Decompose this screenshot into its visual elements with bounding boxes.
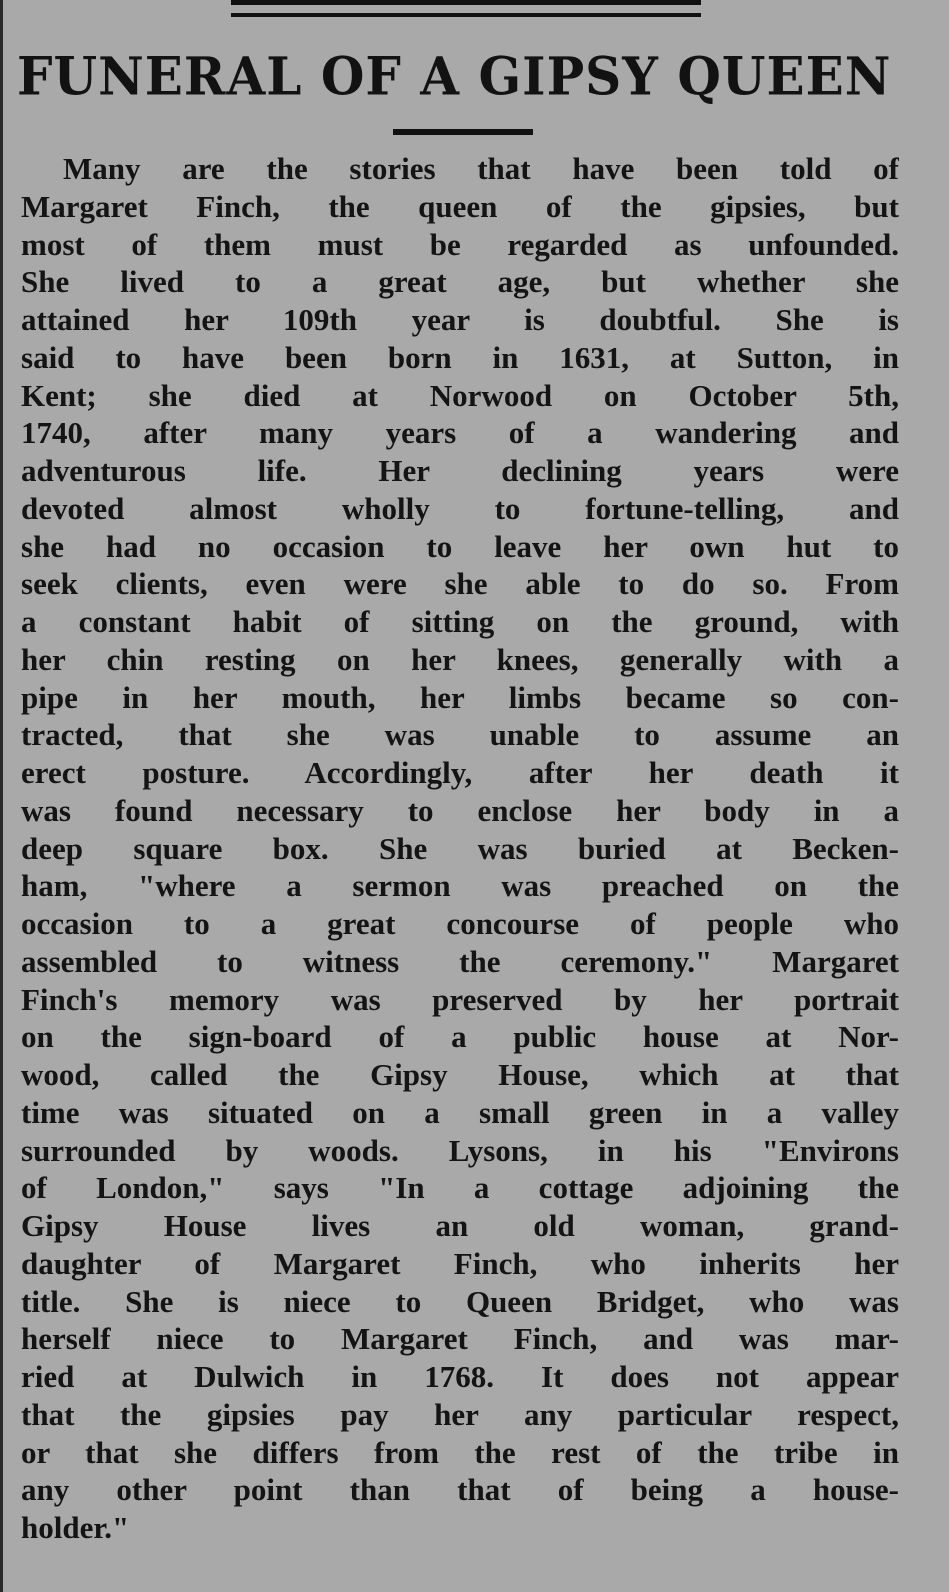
article-line: daughter of Margaret Finch, who inherits her — [21, 1245, 899, 1281]
article-line: ham, "where a sermon was preached on the — [21, 868, 899, 904]
article-line: or that she differs from the rest of the tribe in — [21, 1434, 899, 1470]
article-line: Gipsy House lives an old woman, grand- — [21, 1208, 899, 1243]
article-line: her chin resting on her knees, generally with a — [21, 641, 899, 677]
top-double-rule-lower — [231, 13, 701, 17]
article-line: time was situated on a small green in a valley — [21, 1094, 899, 1130]
article-line: attained her 109th year is doubtful. She is — [21, 302, 899, 337]
headline: FUNERAL OF A GIPSY QUEEN — [17, 45, 892, 108]
article-line: of London," says "In a cottage adjoining the — [21, 1170, 899, 1206]
article-line: title. She is niece to Queen Bridget, who was — [21, 1283, 899, 1319]
article-line: pipe in her mouth, her limbs became so con- — [21, 679, 899, 715]
article-line: on the sign-board of a public house at Nor- — [21, 1019, 899, 1055]
headline-divider-rule — [393, 129, 533, 135]
article-line: she had no occasion to leave her own hut to — [21, 528, 899, 564]
article-line: She lived to a great age, but whether she — [21, 264, 899, 300]
article-line: tracted, that she was unable to assume an — [21, 717, 899, 753]
article-line: ried at Dulwich in 1768. It does not appear — [21, 1359, 899, 1394]
article-line: a constant habit of sitting on the ground, with — [21, 604, 899, 639]
article-line: devoted almost wholly to fortune-telling, and — [21, 490, 899, 526]
article-line: wood, called the Gipsy House, which at that — [21, 1057, 899, 1092]
article-line: said to have been born in 1631, at Sutton, in — [21, 339, 899, 375]
article-line: Finch's memory was preserved by her portrait — [21, 981, 899, 1017]
article-line: Many are the stories that have been told of — [63, 151, 899, 186]
article-line: adventurous life. Her declining years were — [21, 453, 899, 488]
article-line: holder." — [21, 1510, 130, 1545]
article-line: occasion to a great concourse of people who — [21, 906, 899, 941]
article-line: Margaret Finch, the queen of the gipsies, but — [21, 188, 899, 224]
article-line: Kent; she died at Norwood on October 5th, — [21, 377, 899, 413]
article-line: was found necessary to enclose her body in a — [21, 792, 899, 828]
article-line: 1740, after many years of a wandering and — [21, 415, 899, 451]
top-double-rule-upper — [231, 0, 701, 5]
article-line: any other point than that of being a house- — [21, 1472, 899, 1508]
article-line: deep square box. She was buried at Becken- — [21, 830, 899, 866]
article-body — [21, 150, 899, 1547]
article-line: surrounded by woods. Lysons, in his "Environs — [21, 1132, 899, 1168]
article-line: that the gipsies pay her any particular respect, — [21, 1396, 899, 1432]
article-line: seek clients, even were she able to do so. From — [21, 566, 899, 602]
article-line: erect posture. Accordingly, after her death it — [21, 755, 899, 790]
article-line: herself niece to Margaret Finch, and was mar- — [21, 1321, 899, 1357]
article-line: assembled to witness the ceremony." Margaret — [21, 943, 899, 979]
article-line: most of them must be regarded as unfounded. — [21, 226, 899, 262]
